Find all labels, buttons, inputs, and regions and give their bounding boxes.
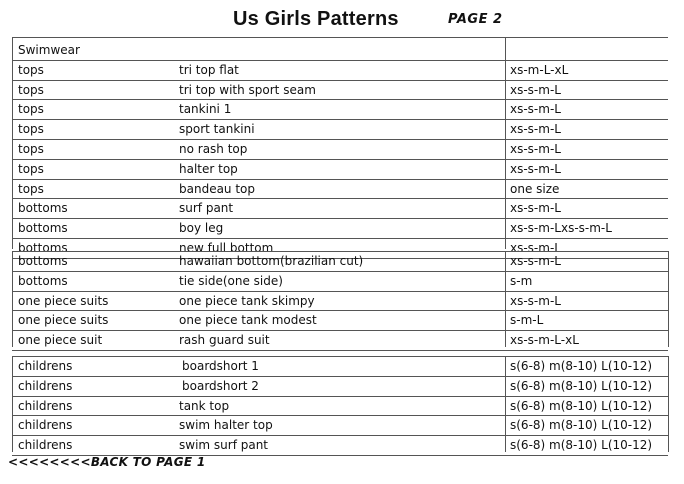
row-category: tops bbox=[18, 82, 44, 97]
table-left-border bbox=[12, 251, 13, 347]
row-category: tops bbox=[18, 181, 44, 196]
row-sizes: s(6-8) m(8-10) L(10-12) bbox=[510, 359, 653, 373]
table-row bbox=[12, 331, 668, 351]
row-category: bottoms bbox=[18, 221, 68, 236]
row-category: tops bbox=[18, 122, 44, 137]
table-row bbox=[12, 416, 668, 436]
table-right-border bbox=[668, 251, 669, 347]
row-category: tops bbox=[18, 161, 44, 176]
table-row bbox=[12, 160, 668, 180]
table-row bbox=[12, 252, 668, 272]
row-category: one piece suits bbox=[18, 313, 109, 328]
row-sizes: s-m-L bbox=[510, 313, 544, 328]
sizes-column-divider bbox=[505, 37, 506, 249]
table-row bbox=[12, 140, 668, 160]
row-category: one piece suits bbox=[18, 293, 109, 308]
table-row bbox=[12, 180, 668, 200]
table-row bbox=[12, 61, 668, 81]
row-sizes: xs-s-m-L bbox=[510, 82, 561, 97]
row-pattern: rash guard suit bbox=[179, 333, 270, 348]
table-row bbox=[12, 377, 668, 397]
row-category: bottoms bbox=[18, 201, 68, 216]
table-row bbox=[12, 357, 668, 377]
row-sizes: xs-s-m-L bbox=[510, 293, 561, 308]
row-sizes: xs-s-m-L bbox=[510, 122, 561, 137]
row-pattern: one piece tank skimpy bbox=[179, 293, 315, 308]
table-row bbox=[12, 219, 668, 239]
row-category: bottoms bbox=[18, 254, 68, 268]
row-pattern: surf pant bbox=[179, 201, 234, 216]
row-pattern: halter top bbox=[179, 161, 238, 176]
row-sizes: xs-m-L-xL bbox=[510, 62, 569, 77]
row-sizes: xs-s-m-Lxs-s-m-L bbox=[510, 221, 612, 236]
row-category: childrens bbox=[18, 359, 73, 373]
row-sizes: s(6-8) m(8-10) L(10-12) bbox=[510, 418, 653, 433]
row-pattern: one piece tank modest bbox=[179, 313, 317, 328]
row-pattern: hawaiian bottom(brazilian cut) bbox=[179, 254, 364, 268]
row-pattern: boardshort 1 bbox=[182, 359, 259, 373]
row-category: childrens bbox=[18, 398, 73, 413]
table-top-border bbox=[12, 37, 668, 38]
row-sizes: s(6-8) m(8-10) L(10-12) bbox=[510, 398, 653, 413]
row-pattern: bandeau top bbox=[179, 181, 256, 196]
swimwear-table-2 bbox=[12, 252, 668, 351]
row-sizes: xs-s-m-L bbox=[510, 102, 561, 117]
row-category: childrens bbox=[18, 418, 73, 433]
table-row bbox=[12, 272, 668, 292]
row-category: bottoms bbox=[18, 240, 68, 255]
row-sizes: xs-s-m-L bbox=[510, 161, 561, 176]
row-pattern: boy leg bbox=[179, 221, 224, 236]
table-row bbox=[12, 100, 668, 120]
row-category: tops bbox=[18, 141, 44, 156]
table-row bbox=[12, 120, 668, 140]
table-left-border bbox=[12, 37, 13, 249]
row-pattern: new full bottom bbox=[179, 240, 274, 255]
table-row bbox=[12, 397, 668, 417]
row-category: tops bbox=[18, 102, 44, 117]
table-row bbox=[12, 292, 668, 312]
row-pattern: tie side(one side) bbox=[179, 273, 283, 288]
swimwear-table bbox=[12, 41, 668, 259]
row-pattern: boardshort 2 bbox=[182, 378, 259, 393]
section-heading-row bbox=[12, 41, 668, 61]
childrens-table bbox=[12, 357, 668, 456]
row-sizes: xs-s-m-L bbox=[510, 141, 561, 156]
row-pattern: sport tankini bbox=[179, 122, 255, 137]
row-sizes: s-m bbox=[510, 273, 533, 288]
row-sizes: one size bbox=[510, 181, 560, 196]
sizes-column-divider bbox=[505, 251, 506, 347]
row-sizes: xs-s-m-L-xL bbox=[510, 333, 579, 348]
table-right-border bbox=[668, 356, 669, 452]
row-category: bottoms bbox=[18, 273, 68, 288]
row-pattern: tri top flat bbox=[179, 62, 239, 77]
row-sizes: s(6-8) m(8-10) L(10-12) bbox=[510, 438, 653, 453]
row-category: childrens bbox=[18, 438, 73, 453]
row-pattern: swim halter top bbox=[179, 418, 273, 433]
row-category: tops bbox=[18, 62, 44, 77]
row-category: childrens bbox=[18, 378, 73, 393]
table-row bbox=[12, 436, 668, 456]
row-sizes: xs-s-m-L bbox=[510, 254, 561, 268]
row-sizes: xs-s-m-L bbox=[510, 201, 561, 216]
row-pattern: tri top with sport seam bbox=[179, 82, 316, 97]
row-pattern: tank top bbox=[179, 398, 230, 413]
page-title: Us Girls Patterns bbox=[233, 8, 399, 30]
table-left-border bbox=[12, 356, 13, 452]
table-row bbox=[12, 311, 668, 331]
page-number: PAGE 2 bbox=[448, 12, 503, 27]
row-sizes: xs-s-m-L bbox=[510, 240, 561, 255]
row-sizes: s(6-8) m(8-10) L(10-12) bbox=[510, 378, 653, 393]
sizes-column-divider bbox=[505, 356, 506, 452]
row-pattern: tankini 1 bbox=[179, 102, 232, 117]
row-category: one piece suit bbox=[18, 333, 103, 348]
table-row bbox=[12, 81, 668, 101]
row-pattern: swim surf pant bbox=[179, 438, 269, 453]
back-to-page-1-link[interactable]: <<<<<<<<BACK TO PAGE 1 bbox=[8, 455, 206, 469]
table-row bbox=[12, 199, 668, 219]
section-heading: Swimwear bbox=[18, 43, 80, 57]
row-pattern: no rash top bbox=[179, 141, 248, 156]
